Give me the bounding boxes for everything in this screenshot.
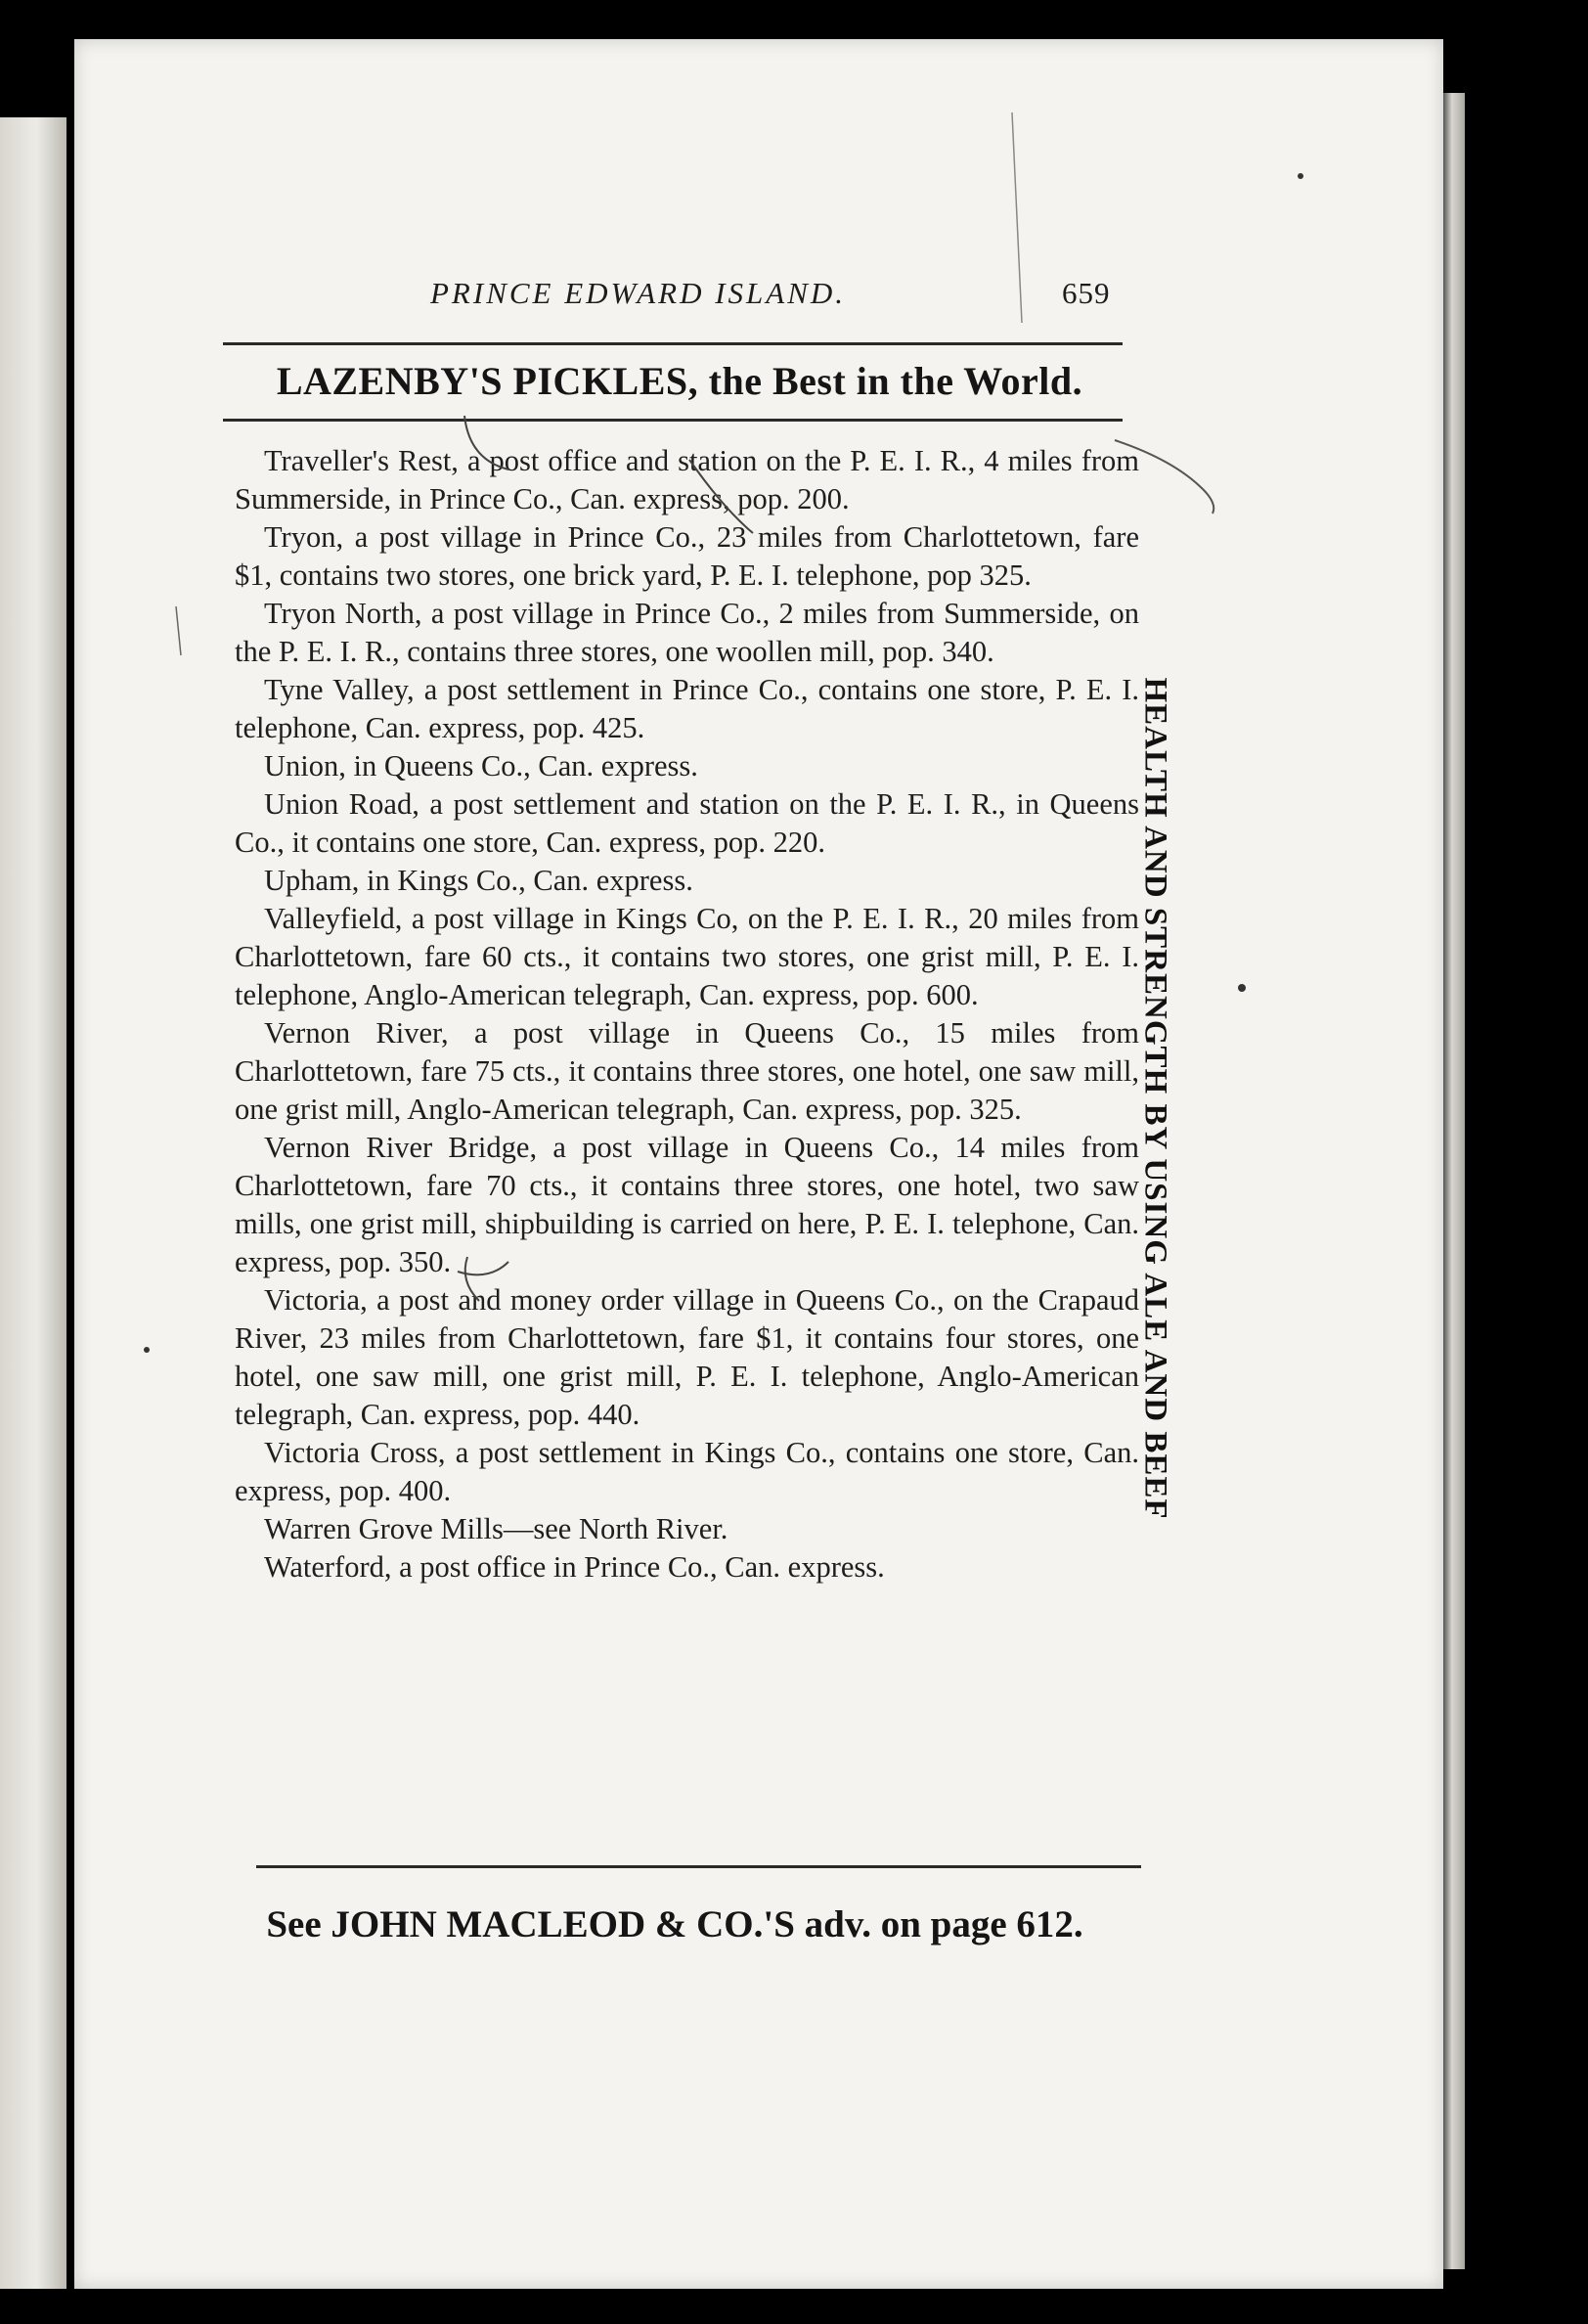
entry: Victoria Cross, a post settlement in Kings Co., contains one store, Can. express, pop. 400.	[235, 1436, 1139, 1507]
bottom-advertisement: See JOHN MACLEOD & CO.'S adv. on page 612.	[266, 1903, 1083, 1945]
entry: Valleyfield, a post village in Kings Co, on the P. E. I. R., 20 miles from Charlottetown, fare 60 cts., it contains two stores, one grist mill, P. E. I. telephone, Anglo-American telegraph, Can. express, pop. 600.	[235, 902, 1139, 1011]
entry: Vernon River, a post village in Queens Co., 15 miles from Charlottetown, fare 75 cts., it contains three stores, one hotel, one saw mill, one grist mill, Anglo-American telegraph, Can. express, pop. 325.	[235, 1016, 1139, 1126]
entry: Union Road, a post settlement and station on the P. E. I. R., in Queens Co., it contains one store, Can. express, pop. 220.	[235, 787, 1139, 859]
entry: Upham, in Kings Co., Can. express.	[264, 864, 693, 897]
entry: Traveller's Rest, a post office and station on the P. E. I. R., 4 miles from Summerside, in Prince Co., Can. express, pop. 200.	[235, 444, 1139, 515]
entry: Union, in Queens Co., Can. express.	[264, 749, 698, 782]
entry: Vernon River Bridge, a post village in Queens Co., 14 miles from Charlottetown, fare 70 cts., it contains three stores, one hotel, two saw mills, one grist mill, shipbuilding is carried on here, P. E. I. telephone, Can. express, pop. 350.	[235, 1131, 1139, 1278]
page-number: 659	[1062, 276, 1111, 310]
running-head-title: PRINCE EDWARD ISLAND.	[430, 276, 847, 310]
entry: Victoria, a post and money order village in Queens Co., on the Crapaud River, 23 miles from Charlottetown, fare $1, it contains four stores, one hotel, one saw mill, one grist mill, P. E. I. telephone, Anglo-American telegraph, Can. express, pop. 440.	[235, 1283, 1139, 1431]
side-advertisement-text: HEALTH AND STRENGTH BY USING ALE AND BEEF	[1137, 677, 1173, 1520]
entry: Warren Grove Mills—see North River.	[264, 1512, 728, 1545]
entry: Tryon, a post village in Prince Co., 23 miles from Charlottetown, fare $1, contains two stores, one brick yard, P. E. I. telephone, pop 325.	[235, 520, 1139, 592]
entry: Tryon North, a post village in Prince Co., 2 miles from Summerside, on the P. E. I. R., contains three stores, one woollen mill, pop. 340.	[235, 597, 1139, 668]
entry: Tyne Valley, a post settlement in Prince Co., contains one store, P. E. I. telephone, Can. express, pop. 425.	[235, 673, 1139, 744]
top-advertisement: LAZENBY'S PICKLES, the Best in the World.	[276, 359, 1083, 403]
entry: Waterford, a post office in Prince Co., Can. express.	[264, 1550, 885, 1584]
